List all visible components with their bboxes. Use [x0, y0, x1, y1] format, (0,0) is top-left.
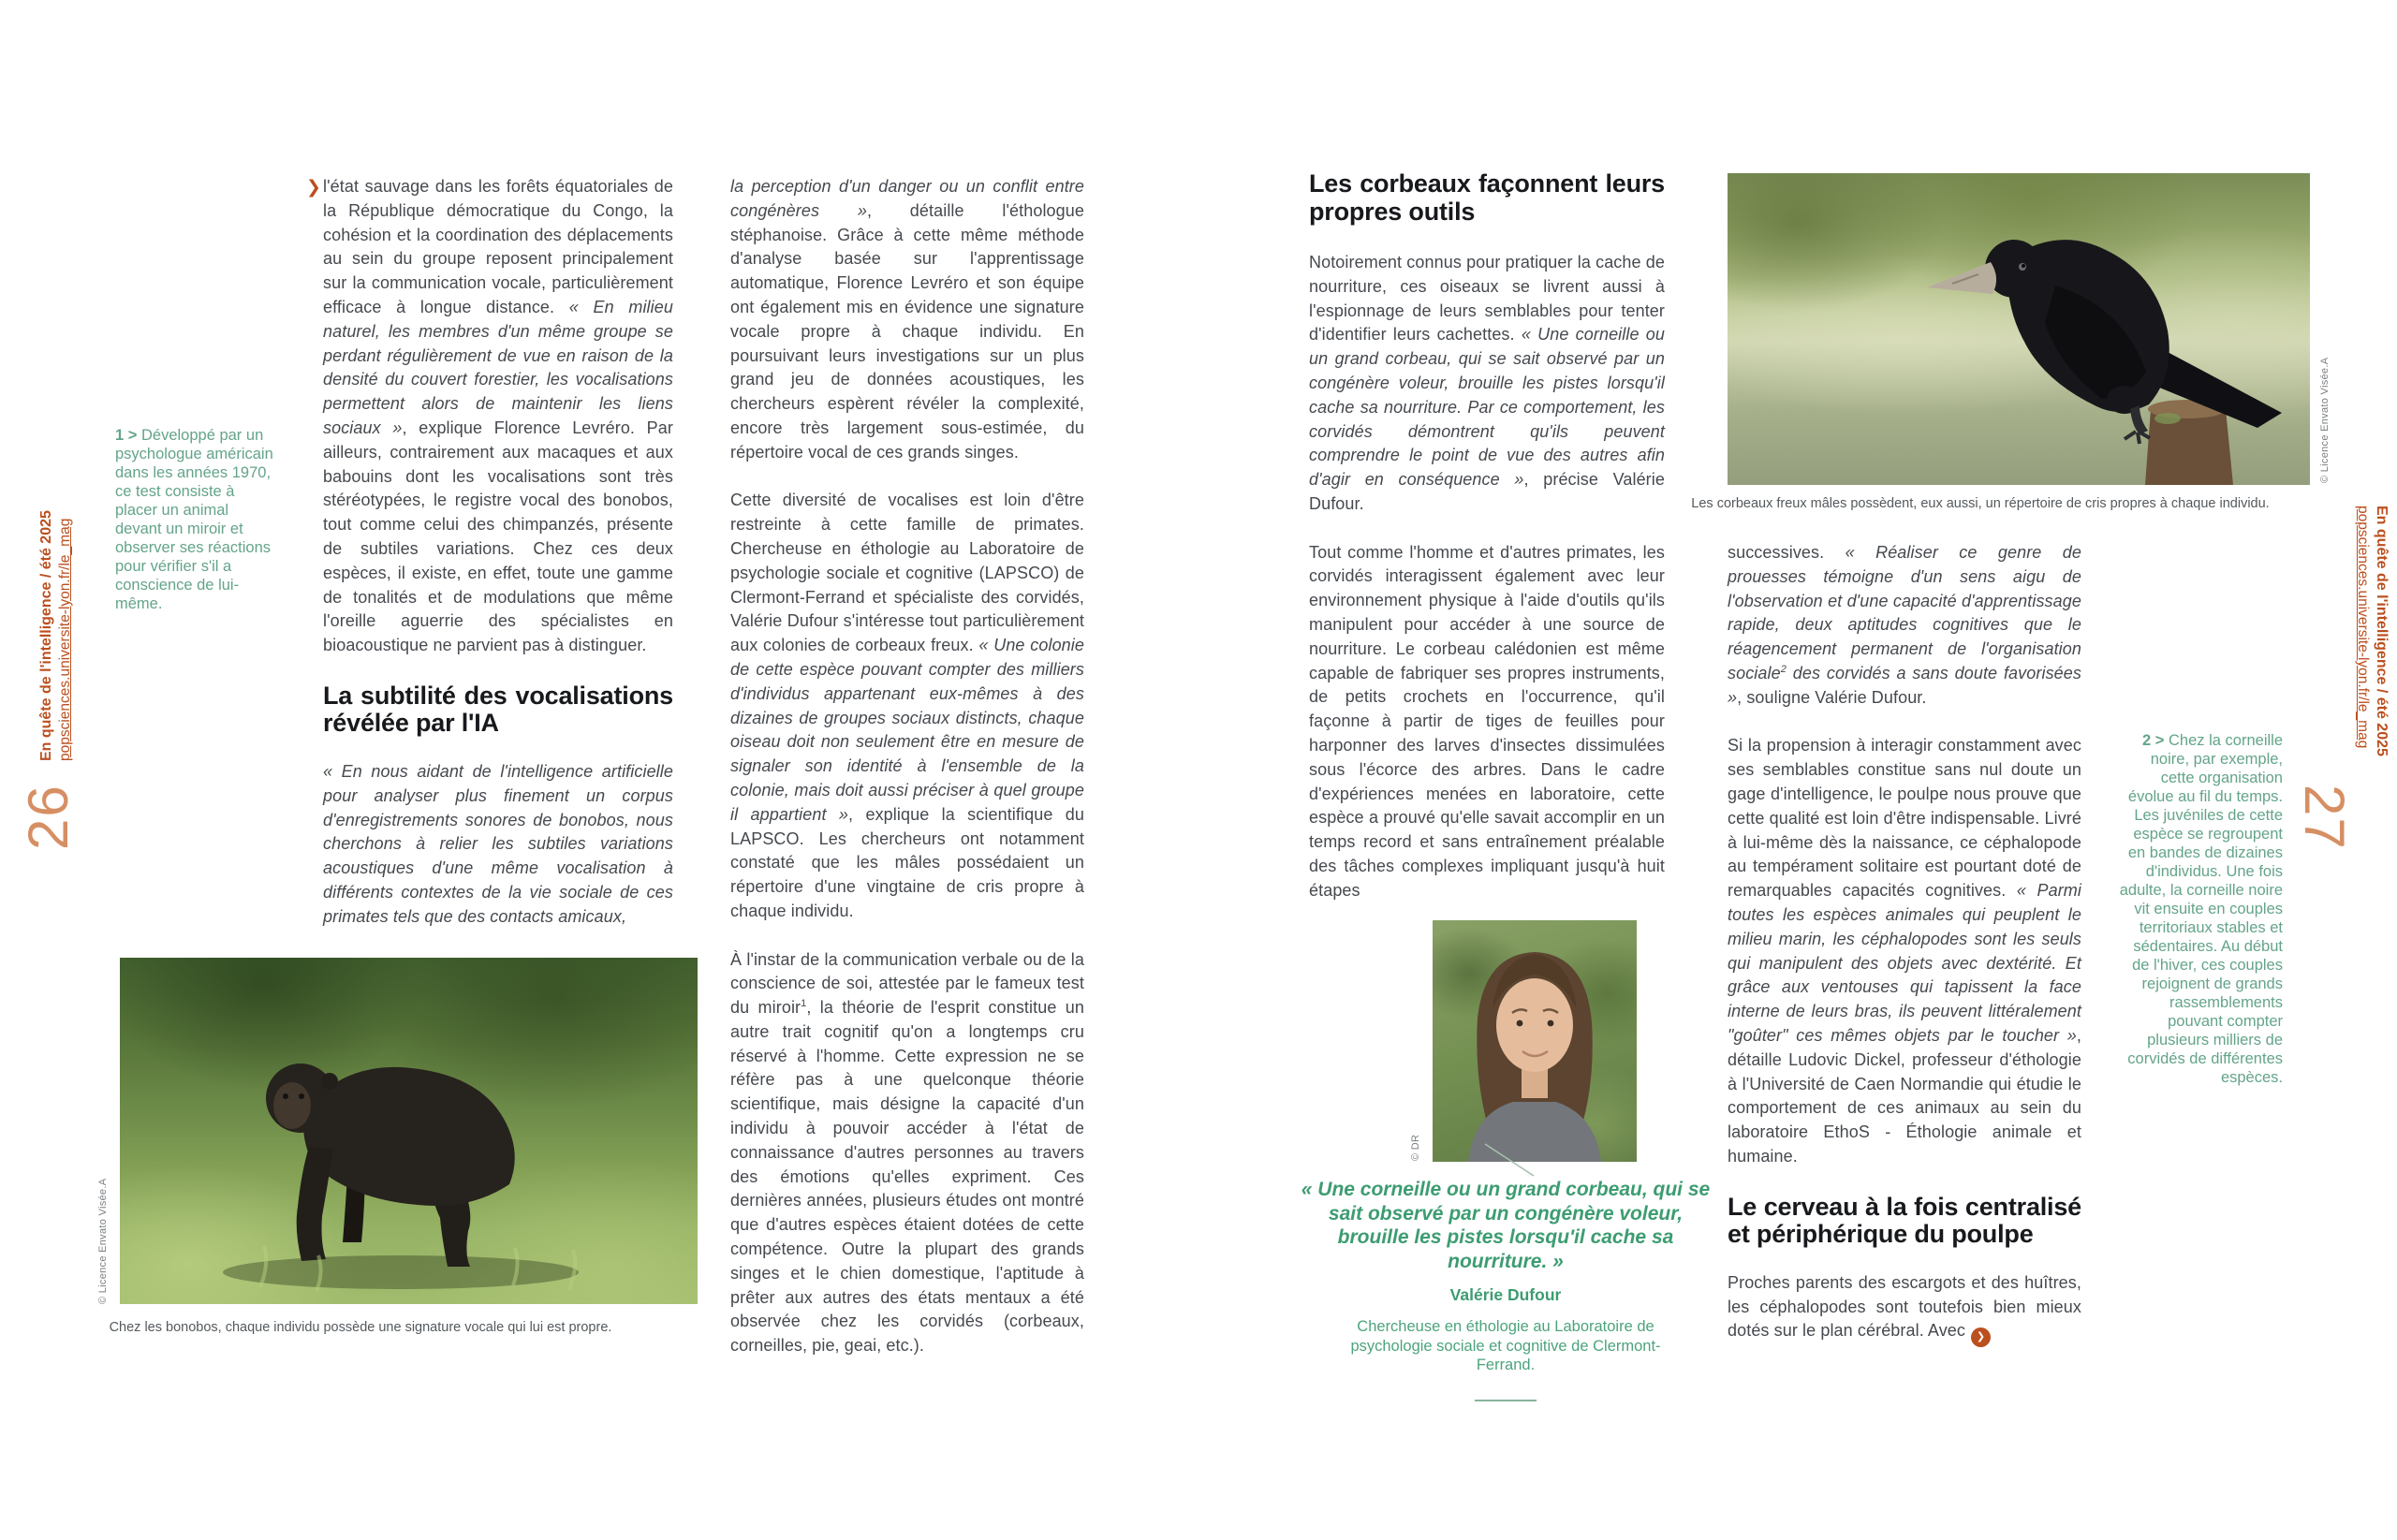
section-heading-ia: La subtilité des vocalisations révélée par l'IA: [323, 681, 673, 738]
paragraph: Cette diversité de vocalises est loin d'être restreinte à cette famille de primates. Chercheuse en éthologie au Laboratoire de psychologie sociale et cognitive (LAPSCO) de Clermont-Ferrand et spécialiste des corvidés, Valérie Dufour s'intéresse tout particulièrement aux colonies de corbeaux freux. « Une colonie de cette espèce pouvant compter des milliers d'individus appartenant eux-mêmes à des dizaines de groupes sociaux distincts, chaque oiseau doit non seulement être en mesure de signaler son identité à l'ensemble de la colonie, mais doit aussi préciser à quel groupe il appartient », explique la scientifique du LAPSCO. Les chercheurs ont notamment constaté que les mâles possédaient un répertoire d'une vingtaine de cris propre à chaque individu.: [730, 491, 1084, 920]
left-column-2: [730, 175, 1084, 1358]
article-heading-corbeaux: Les corbeaux façonnent leurs propres outils: [1309, 169, 1665, 226]
footnote-mirror-test: 1 > Développé par un psychologue américain dans les années 1970, ce test consiste à placer un animal devant un miroir et observer ses réactions pour vérifier s'il a conscience de lui-même.: [115, 427, 273, 612]
photo-credit: © Licence Envato Visée.A: [2319, 357, 2331, 483]
paragraph: Tout comme l'homme et d'autres primates, les corvidés interagissent également avec leur environnement physique à l'aide d'outils qu'ils manipulent pour accéder à une source de nourriture. Le corbeau calédonien est même capable de fabriquer ses propres instruments, de petits crochets en l'occurrence, qu'il façonne à partir de tiges de feuilles pour harponner des larves d'insectes dissimulées sous l'écorce des arbres. Dans le cadre d'expériences menées en laboratoire, cette espèce a prouvé qu'elle savait accomplir en un temps record et sans entraînement préalable des tâches complexes impliquant jusqu'à huit étapes: [1309, 542, 1665, 900]
quote-connector-line: [1479, 1138, 1582, 1181]
photo-credit: © DR: [1410, 1134, 1421, 1161]
photo-credit: © Licence Envato Visée.A: [97, 1178, 109, 1304]
pull-quote-block: [1300, 1178, 1712, 1401]
edition-title: En quête de l'intelligence / été 2025: [2374, 506, 2390, 756]
paragraph: Notoirement connus pour pratiquer la cache de nourriture, ces oiseaux se livrent aussi à l'espionnage de leurs semblables pour tenter d'identifier leurs cachettes. « Une corneille ou un grand corbeau, qui se sait observé par un congénère voleur, brouille les pistes lorsqu'il cache sa nourriture. Par ce comportement, les corvidés démontrent qu'ils peuvent comprendre le point de vue des autres afin d'agir en conséquence », précise Valérie Dufour.: [1309, 253, 1665, 513]
quote-divider: [1475, 1400, 1537, 1401]
bonobo-illustration: [120, 958, 698, 1304]
rook-photo: [1728, 173, 2310, 485]
left-column-1: [323, 175, 673, 930]
paragraph: la perception d'un danger ou un conflit entre congénères », détaille l'éthologue stéphanoise. Grâce à cette même méthode d'analyse basée sur l'apprentissage automatique, Florence Levréro et son équipe ont également mis en évidence une signature vocale propre à chaque individu. En poursuivant leurs investigations sur un plus grand jeu de données acoustiques, les chercheurs espèrent révéler la complexité, encore très largement sous-estimée, du répertoire vocal de ces grands singes.: [730, 177, 1084, 462]
paragraph: À l'instar de la communication verbale ou de la conscience de soi, attestée par le fameux test du miroir$^1$, la théorie de l'esprit constitue un autre trait cognitif qu'on a longtemps cru réservé à l'homme. Cette expression ne se réfère pas à une quelconque théorie scientifique, mais désigne la capacité d'un individu à pouvoir accéder à l'état de connaissance d'autres personnes au travers des émotions qu'elles expriment. Ces dernières années, plusieurs études ont montré que d'autres espèces étaient dotées de cette compétence. Outre la plupart des grands singes et le chien domestique, l'aptitude à prêter aux autres des états mentaux a été observée chez les corvidés (corbeaux, corneilles, pie, geai, etc.).: [730, 949, 1084, 1356]
valerie-dufour-portrait: [1433, 920, 1637, 1162]
edition-title: En quête de l'intelligence / été 2025: [38, 510, 54, 761]
continuation-arrow-icon: ❯: [306, 178, 321, 198]
page-number-right: 27: [2293, 785, 2356, 851]
read-more-arrow-icon: ❯: [1971, 1327, 1991, 1347]
section-heading-poulpe: Le cerveau à la fois centralisé et périphérique du poulpe: [1728, 1192, 2081, 1249]
footnote-corneille-noire: 2 > Chez la corneille noire, par exemple, cette organisation évolue au fil du temps. Les juvéniles de cette espèce se regroupent en bandes de dizaines d'individus. Une fois adulte, la corneille noire vit ensuite en couples territoriaux stables et sédentaires. Au début de l'hiver, ces couples rejoignent de grands rassemblements pouvant compter plusieurs milliers de corvidés de différentes espèces.: [2119, 732, 2283, 1086]
page-number-left: 26: [17, 784, 80, 850]
magazine-url: popsciences.universite-lyon.fr/le_mag: [2355, 506, 2371, 749]
magazine-url: popsciences.universite-lyon.fr/le_mag: [57, 518, 73, 761]
pull-quote-author: Valérie Dufour: [1449, 1285, 1562, 1304]
right-margin-vertical-text: [2353, 506, 2390, 756]
rook-caption: Les corbeaux freux mâles possèdent, eux aussi, un répertoire de cris propres à chaque individu.: [1691, 496, 2270, 511]
paragraph: « En nous aidant de l'intelligence artificielle pour analyser plus finement un corpus d'enregistrements sonores de bonobos, nous cherchons à relier les subtiles variations acoustiques d'une même vocalisation à différents contextes de la vie sociale de ces primates tels que des contacts amicaux,: [323, 761, 673, 926]
paragraph: l'état sauvage dans les forêts équatoriales de la République démocratique du Congo, la cohésion et la coordination des déplacements au sein du groupe reposent principalement sur la communication vocale, particulièrement efficace à longue distance. « En milieu naturel, les membres d'un même groupe se perdant régulièrement de vue en raison de la densité du couvert forestier, les vocalisations permettent alors de maintenir les liens sociaux », explique Florence Levréro. Par ailleurs, contrairement aux macaques et aux babouins dont les vocalisations sont très stéréotypées, le registre vocal des bonobos, tout comme celui des chimpanzés, présente de subtiles variations. Chez ces deux espèces, il existe, en effet, toute une gamme de tonalités et de modulations que même l'oreille aguerrie des spécialistes en bioacoustique ne parvient pas à distinguer.: [323, 177, 673, 655]
portrait-illustration: [1433, 920, 1637, 1162]
paragraph: Proches parents des escargots et des huîtres, les céphalopodes sont toutefois bien mieux dotés sur le plan cérébral. Avec ❯: [1728, 1271, 2081, 1348]
bonobo-caption: Chez les bonobos, chaque individu possède une signature vocale qui lui est propre.: [109, 1320, 612, 1335]
right-column-1: [1309, 170, 1665, 903]
bonobo-photo: [120, 958, 698, 1304]
paragraph: Si la propension à interagir constamment avec ses semblables constitue sans nul doute un gage d'intelligence, le poulpe nous prouve que cette qualité est loin d'être indispensable. Livré à lui-même dès la naissance, ce céphalopode au tempérament solitaire est pourtant doté de remarquables capacités cognitives. « Parmi toutes les espèces animales qui peuplent le milieu marin, les céphalopodes sont les seuls qui manipulent des objets avec dextérité. Et grâce aux ventouses qui tapissent la face interne de leurs bras, ils peuvent littéralement "goûter" ces mêmes objets par le toucher », détaille Ludovic Dickel, professeur d'éthologie à l'Université de Caen Normandie qui étudie le comportement de ces animaux au sein du laboratoire EthoS - Éthologie animale et humaine.: [1728, 736, 2081, 1166]
paragraph: successives. « Réaliser ce genre de prouesses témoigne d'un sens aigu de l'observation et d'une capacité d'apprentissage rapide, deux aptitudes cognitives que le réagencement permanent de l'organisation sociale$^2$ des corvidés a sans doute favorisées », souligne Valérie Dufour.: [1728, 543, 2081, 707]
right-column-2: [1728, 541, 2081, 1347]
pull-quote-role: Chercheuse en éthologie au Laboratoire de psychologie sociale et cognitive de Clermont-Ferrand.: [1350, 1318, 1661, 1373]
pull-quote-text: « Une corneille ou un grand corbeau, qui se sait observé par un congénère voleur, brouille les pistes lorsqu'il cache sa nourriture. »: [1301, 1179, 1711, 1272]
rook-illustration: [1728, 173, 2310, 485]
left-margin-vertical-text: [37, 510, 75, 761]
